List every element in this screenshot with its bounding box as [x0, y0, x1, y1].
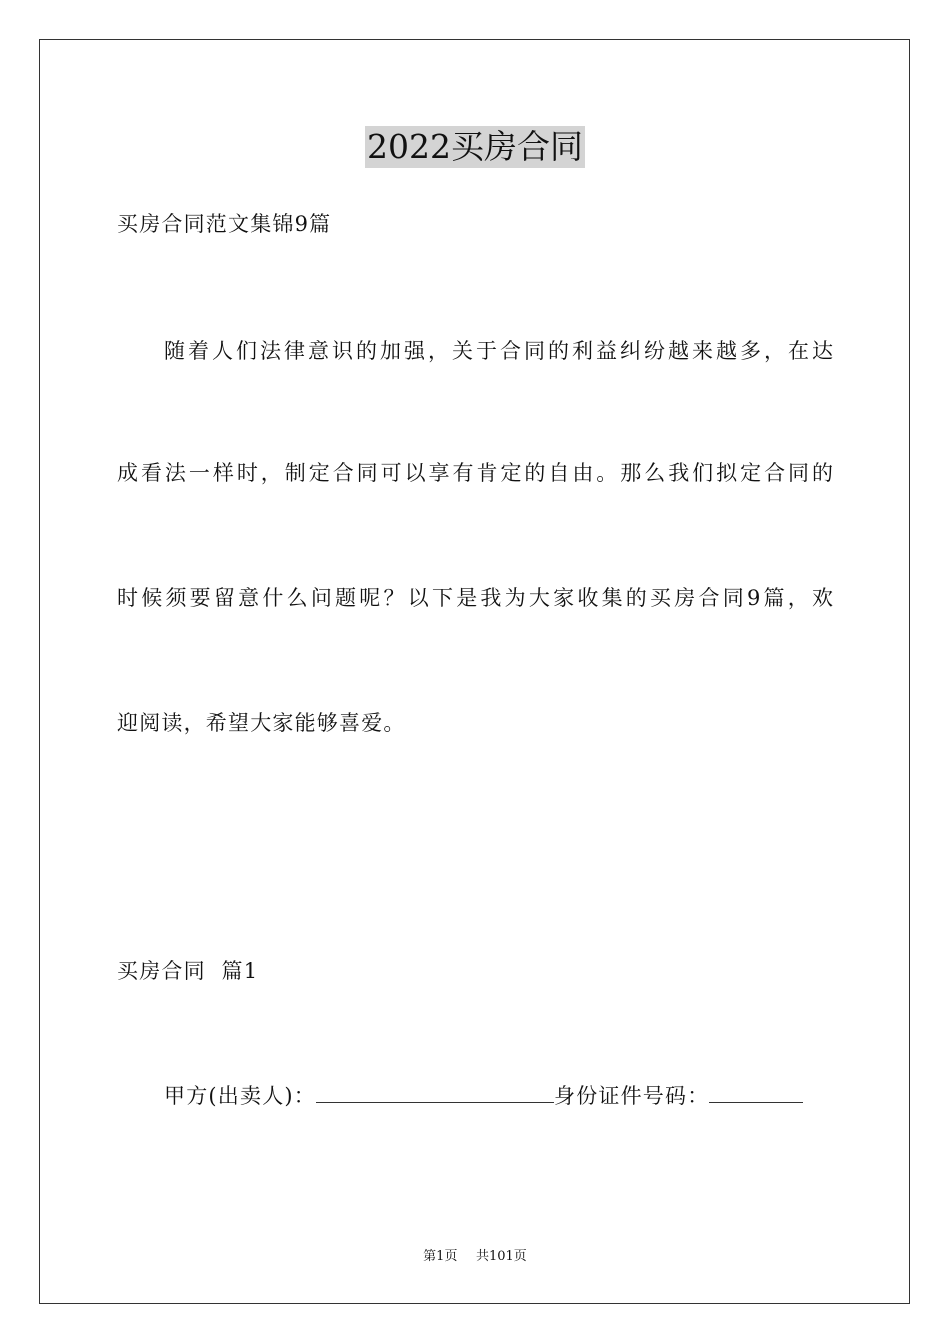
- id-number-blank[interactable]: [709, 1084, 803, 1103]
- page-number: 第1页: [423, 1249, 458, 1264]
- party-a-name-blank[interactable]: [316, 1084, 554, 1103]
- intro-line-2: 成看法一样时，制定合同可以享有肯定的自由。那么我们拟定合同的: [117, 461, 833, 485]
- intro-line-1: 随着人们法律意识的加强，关于合同的利益纠纷越来越多，在达: [164, 339, 833, 363]
- total-pages: 共101页: [475, 1249, 527, 1264]
- intro-line-3: 时候须要留意什么问题呢？以下是我为大家收集的买房合同9篇，欢: [117, 586, 833, 610]
- document-title: 2022买房合同: [367, 127, 583, 166]
- section-heading: 买房合同 篇1: [117, 959, 259, 983]
- page-footer: [0, 1248, 950, 1266]
- intro-line-4: 迎阅读，希望大家能够喜爱。: [117, 711, 406, 735]
- party-a-label: 甲方(出卖人)：: [164, 1084, 316, 1108]
- party-a-line: [164, 1082, 803, 1110]
- title-container: [0, 126, 950, 168]
- document-subtitle: 买房合同范文集锦9篇: [117, 212, 332, 236]
- id-number-label: 身份证件号码：: [554, 1084, 710, 1108]
